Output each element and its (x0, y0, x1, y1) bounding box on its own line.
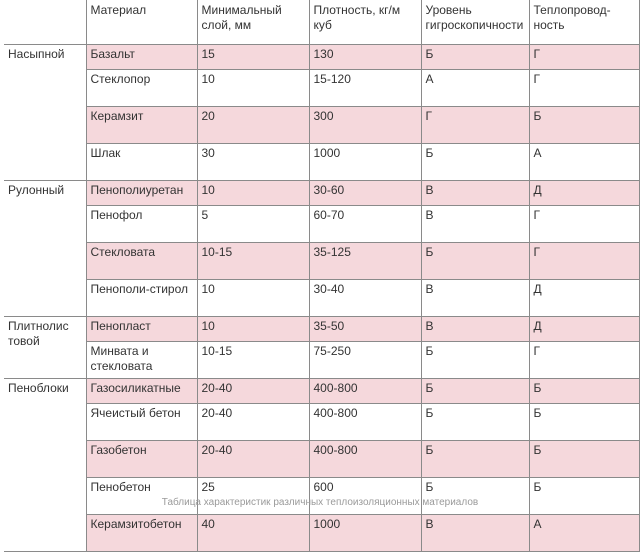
min-layer-cell: 10 (197, 181, 309, 206)
table-caption: Таблица характеристик различных теплоизоляционных материалов (161, 497, 479, 508)
density-cell: 400-800 (309, 379, 421, 404)
density-cell: 30-60 (309, 181, 421, 206)
density-cell: 60-70 (309, 206, 421, 243)
table-row (4, 107, 639, 144)
conductivity-cell: Б (529, 478, 639, 515)
density-cell: 35-50 (309, 317, 421, 342)
table-row (4, 379, 639, 404)
hygroscopicity-cell: В (421, 280, 529, 317)
material-cell: Пенофол (86, 206, 197, 243)
hygroscopicity-cell: Б (421, 342, 529, 379)
material-cell: Ячеистый бетон (86, 404, 197, 441)
hygroscopicity-cell: Б (421, 441, 529, 478)
conductivity-cell: Д (529, 181, 639, 206)
hygroscopicity-cell: В (421, 515, 529, 552)
min-layer-cell: 15 (197, 45, 309, 70)
conductivity-cell: Б (529, 379, 639, 404)
min-layer-cell: 30 (197, 144, 309, 181)
conductivity-cell: Г (529, 70, 639, 107)
insulation-table (4, 0, 640, 552)
table-row (4, 144, 639, 181)
conductivity-cell: Б (529, 404, 639, 441)
hygroscopicity-cell: В (421, 317, 529, 342)
density-cell: 400-800 (309, 404, 421, 441)
material-cell: Стеклопор (86, 70, 197, 107)
conductivity-cell: Д (529, 317, 639, 342)
hygroscopicity-cell: Б (421, 45, 529, 70)
table-row (4, 243, 639, 280)
table-row (4, 206, 639, 243)
min-layer-cell: 40 (197, 515, 309, 552)
conductivity-cell: Г (529, 243, 639, 280)
table-row (4, 441, 639, 478)
header-group (4, 0, 86, 45)
material-cell: Минвата и стекловата (86, 342, 197, 379)
material-cell: Шлак (86, 144, 197, 181)
material-cell: Пенопласт (86, 317, 197, 342)
min-layer-cell: 5 (197, 206, 309, 243)
min-layer-cell: 10-15 (197, 243, 309, 280)
header-row (4, 0, 639, 45)
min-layer-cell: 10 (197, 280, 309, 317)
header-hygroscopicity: Уровень гигроскопичности (421, 0, 529, 45)
conductivity-cell: А (529, 515, 639, 552)
table-row (4, 515, 639, 552)
hygroscopicity-cell: В (421, 181, 529, 206)
hygroscopicity-cell: Б (421, 404, 529, 441)
table-row (4, 342, 639, 379)
hygroscopicity-cell: Б (421, 478, 529, 515)
min-layer-cell: 20-40 (197, 404, 309, 441)
conductivity-cell: Б (529, 441, 639, 478)
density-cell: 35-125 (309, 243, 421, 280)
conductivity-cell: А (529, 144, 639, 181)
density-cell: 300 (309, 107, 421, 144)
min-layer-cell: 10 (197, 70, 309, 107)
header-conductivity: Теплопровод-ность (529, 0, 639, 45)
density-cell: 130 (309, 45, 421, 70)
density-cell: 1000 (309, 144, 421, 181)
density-cell: 400-800 (309, 441, 421, 478)
min-layer-cell: 20-40 (197, 441, 309, 478)
hygroscopicity-cell: Б (421, 144, 529, 181)
min-layer-cell: 10-15 (197, 342, 309, 379)
conductivity-cell: Г (529, 342, 639, 379)
density-cell: 30-40 (309, 280, 421, 317)
hygroscopicity-cell: Б (421, 379, 529, 404)
table-row (4, 280, 639, 317)
min-layer-cell: 25 (197, 478, 309, 515)
hygroscopicity-cell: Г (421, 107, 529, 144)
hygroscopicity-cell: Б (421, 243, 529, 280)
table-row (4, 478, 639, 515)
material-cell: Газосиликатные (86, 379, 197, 404)
density-cell: 15-120 (309, 70, 421, 107)
material-cell: Керамзитобетон (86, 515, 197, 552)
conductivity-cell: Г (529, 45, 639, 70)
density-cell: 600 (309, 478, 421, 515)
conductivity-cell: Д (529, 280, 639, 317)
material-cell: Базальт (86, 45, 197, 70)
min-layer-cell: 20 (197, 107, 309, 144)
table-row (4, 404, 639, 441)
material-cell: Керамзит (86, 107, 197, 144)
material-cell: Пенополиуретан (86, 181, 197, 206)
group-label: Пеноблоки (4, 379, 86, 552)
table-row (4, 317, 639, 342)
material-cell: Стекловата (86, 243, 197, 280)
min-layer-cell: 20-40 (197, 379, 309, 404)
material-cell: Газобетон (86, 441, 197, 478)
density-cell: 75-250 (309, 342, 421, 379)
material-cell: Пенополи-стирол (86, 280, 197, 317)
material-cell: Пенобетон (86, 478, 197, 515)
table-row (4, 70, 639, 107)
group-label: Насыпной (4, 45, 86, 181)
table-row (4, 45, 639, 70)
group-label: Плитнолис товой (4, 317, 86, 379)
min-layer-cell: 10 (197, 317, 309, 342)
hygroscopicity-cell: А (421, 70, 529, 107)
density-cell: 1000 (309, 515, 421, 552)
table-body (4, 45, 639, 552)
table-row (4, 181, 639, 206)
conductivity-cell: Б (529, 107, 639, 144)
hygroscopicity-cell: В (421, 206, 529, 243)
header-min-layer: Минимальный слой, мм (197, 0, 309, 45)
header-material: Материал (86, 0, 197, 45)
header-density: Плотность, кг/м куб (309, 0, 421, 45)
conductivity-cell: Г (529, 206, 639, 243)
group-label: Рулонный (4, 181, 86, 317)
